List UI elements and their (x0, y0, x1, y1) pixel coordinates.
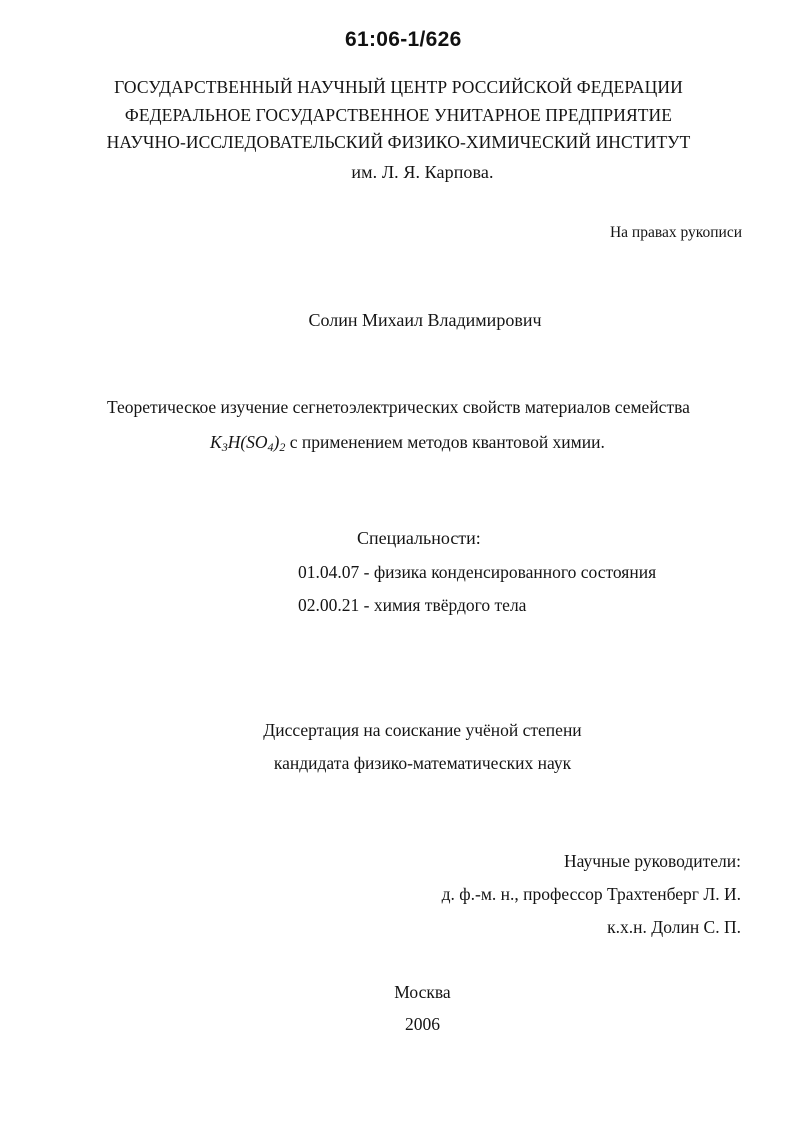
author-name: Солин Михаил Владимирович (308, 310, 542, 330)
thesis-title-line-2-text: с применением методов квантовой химии. (285, 432, 605, 452)
thesis-degree-line-1: Диссертация на соискание учёной степени (263, 720, 582, 740)
city: Москва (394, 982, 451, 1002)
catalog-number: 61:06-1/626 (345, 28, 462, 51)
thesis-degree-line-2: кандидата физико-математических наук (273, 753, 572, 773)
specialties-label: Специальности: (357, 528, 481, 548)
supervisors-label: Научные руководители: (564, 851, 741, 871)
thesis-title-line-1: Теоретическое изучение сегнетоэлектрических свойств материалов семейства (107, 397, 690, 417)
rights-note: На правах рукописи (609, 224, 742, 241)
organization-line-3: НАУЧНО-ИССЛЕДОВАТЕЛЬСКИЙ ФИЗИКО-ХИМИЧЕСКИЙ ИНСТИТУТ (106, 132, 691, 152)
supervisor-item: к.х.н. Долин С. П. (607, 917, 741, 937)
specialty-item: 01.04.07 - физика конденсированного состояния (298, 562, 657, 582)
thesis-title-line-2 (210, 432, 605, 453)
organization-line-4: им. Л. Я. Карпова. (351, 162, 494, 182)
chemical-formula: $K_3H(SO_4)_2$ (210, 432, 286, 454)
specialty-item: 02.00.21 - химия твёрдого тела (298, 595, 527, 615)
organization-line-1: ГОСУДАРСТВЕННЫЙ НАУЧНЫЙ ЦЕНТР РОССИЙСКОЙ ФЕДЕРАЦИИ (114, 77, 683, 97)
supervisor-item: д. ф.-м. н., профессор Трахтенберг Л. И. (441, 884, 741, 904)
year: 2006 (405, 1014, 440, 1034)
organization-line-2: ФЕДЕРАЛЬНОЕ ГОСУДАРСТВЕННОЕ УНИТАРНОЕ ПРЕДПРИЯТИЕ (124, 105, 673, 125)
